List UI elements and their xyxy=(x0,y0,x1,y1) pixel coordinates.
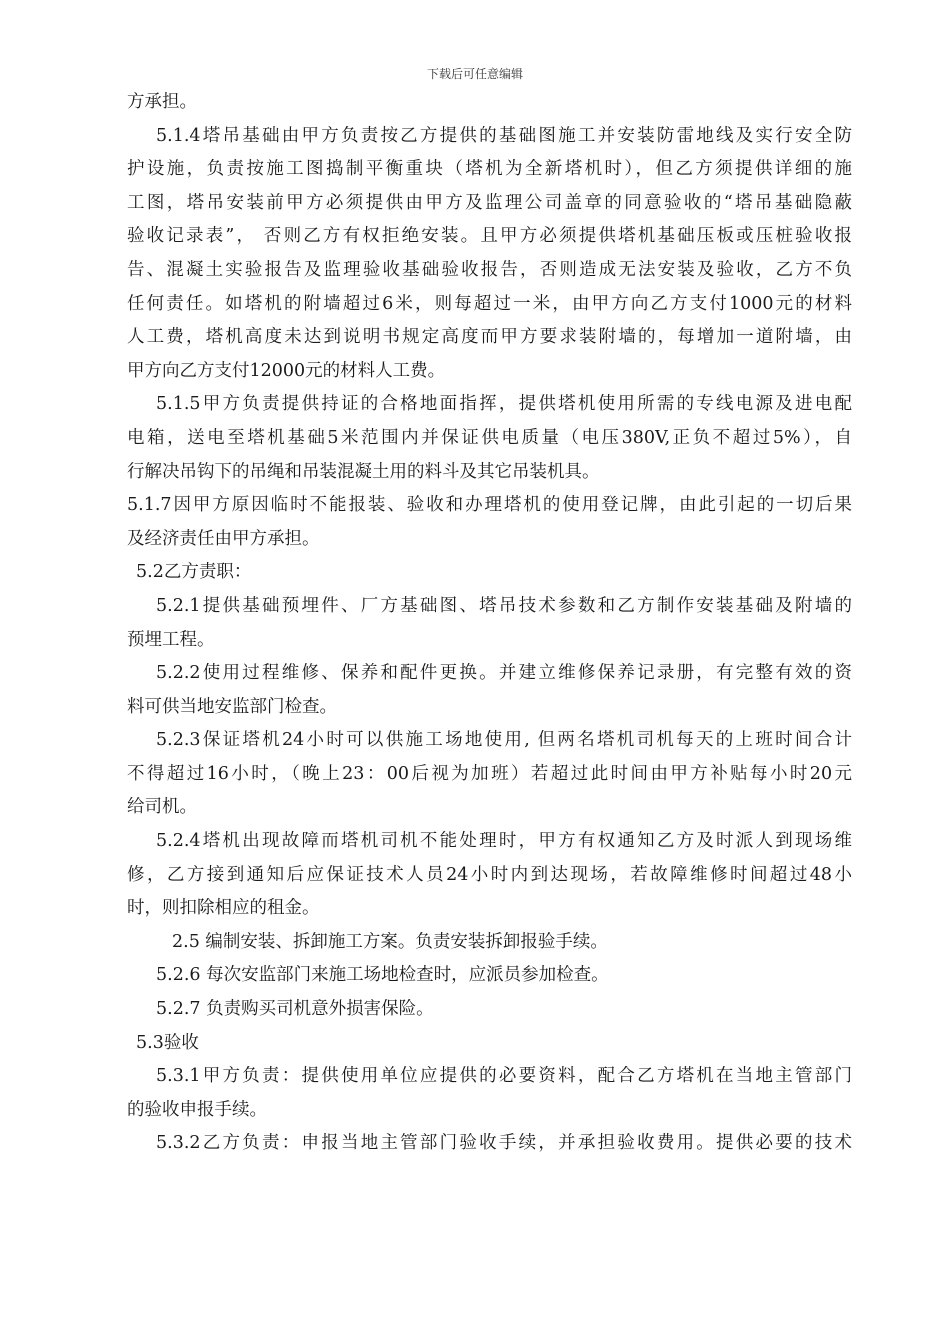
paragraph-line: 行解决吊钩下的吊绳和吊装混凝土用的料斗及其它吊装机具。 xyxy=(127,461,600,482)
paragraph-line: 5.2.2使用过程维修、保养和配件更换。并建立维修保养记录册，有完整有效的资 xyxy=(156,663,852,684)
paragraph-line: 人工费，塔机高度未达到说明书规定高度而甲方要求装附墙的，每增加一道附墙，由 xyxy=(127,327,852,348)
paragraph-line: 工图，塔吊安装前甲方必须提供由甲方及监理公司盖章的同意验收的“塔吊基础隐蔽 xyxy=(127,192,852,213)
paragraph-line: 及经济责任由甲方承担。 xyxy=(127,528,320,549)
paragraph-line: 不得超过16小时，（晚上23：00后视为加班）若超过此时间由甲方补贴每小时20元 xyxy=(127,763,852,784)
paragraph-line: 2.5 编制安装、拆卸施工方案。负责安装拆卸报验手续。 xyxy=(172,931,608,952)
paragraph-line: 5.2.6 每次安监部门来施工场地检查时，应派员参加检查。 xyxy=(156,965,609,986)
paragraph-line: 5.3.2乙方负责：申报当地主管部门验收手续，并承担验收费用。提供必要的技术 xyxy=(156,1133,852,1154)
paragraph-line: 5.3验收 xyxy=(136,1032,199,1053)
paragraph-line: 任何责任。如塔机的附墙超过6米，则每超过一米，由甲方向乙方支付1000元的材料 xyxy=(127,293,852,314)
paragraph-line: 5.1.7因甲方原因临时不能报装、验收和办理塔机的使用登记牌，由此引起的一切后果 xyxy=(127,495,852,516)
paragraph-line: 5.2.7 负责购买司机意外损害保险。 xyxy=(156,999,434,1020)
paragraph-line: 5.3.1甲方负责：提供使用单位应提供的必要资料，配合乙方塔机在当地主管部门 xyxy=(156,1066,852,1087)
paragraph-line: 验收记录表”， 否则乙方有权拒绝安装。且甲方必须提供塔机基础压板或压桩验收报 xyxy=(127,226,852,247)
paragraph-line: 预埋工程。 xyxy=(127,629,215,650)
paragraph-line: 5.1.4塔吊基础由甲方负责按乙方提供的基础图施工并安装防雷地线及实行安全防 xyxy=(156,125,852,146)
paragraph-line: 5.2.1提供基础预埋件、厂方基础图、塔吊技术参数和乙方制作安装基础及附墙的 xyxy=(156,595,852,616)
page-header: 下载后可任意编辑 xyxy=(426,67,523,81)
paragraph-line: 电箱，送电至塔机基础5米范围内并保证供电质量（电压380V,正负不超过5%），自 xyxy=(127,427,852,448)
paragraph-line: 甲方向乙方支付12000元的材料人工费。 xyxy=(127,360,446,381)
paragraph-line: 5.2乙方责职： xyxy=(136,562,252,583)
paragraph-line: 护设施，负责按施工图捣制平衡重块（塔机为全新塔机时），但乙方须提供详细的施 xyxy=(127,159,852,180)
paragraph-line: 5.1.5甲方负责提供持证的合格地面指挥，提供塔机使用所需的专线电源及进电配 xyxy=(156,394,852,415)
paragraph-line: 方承担。 xyxy=(127,92,197,112)
paragraph-line: 料可供当地安监部门检查。 xyxy=(127,696,337,717)
paragraph-line: 给司机。 xyxy=(127,797,197,818)
paragraph-line: 5.2.3保证塔机24小时可以供施工场地使用, 但两名塔机司机每天的上班时间合计 xyxy=(156,730,852,751)
paragraph-line: 5.2.4塔机出现故障而塔机司机不能处理时，甲方有权通知乙方及时派人到现场维 xyxy=(156,831,852,852)
paragraph-line: 的验收申报手续。 xyxy=(127,1099,267,1120)
document-body xyxy=(127,86,852,1161)
paragraph-line: 告、混凝土实验报告及监理验收基础验收报告，否则造成无法安装及验收，乙方不负 xyxy=(127,259,852,280)
paragraph-line: 修，乙方接到通知后应保证技术人员24小时内到达现场，若故障维修时间超过48小 xyxy=(127,864,852,885)
paragraph-line: 时，则扣除相应的租金。 xyxy=(127,898,320,919)
